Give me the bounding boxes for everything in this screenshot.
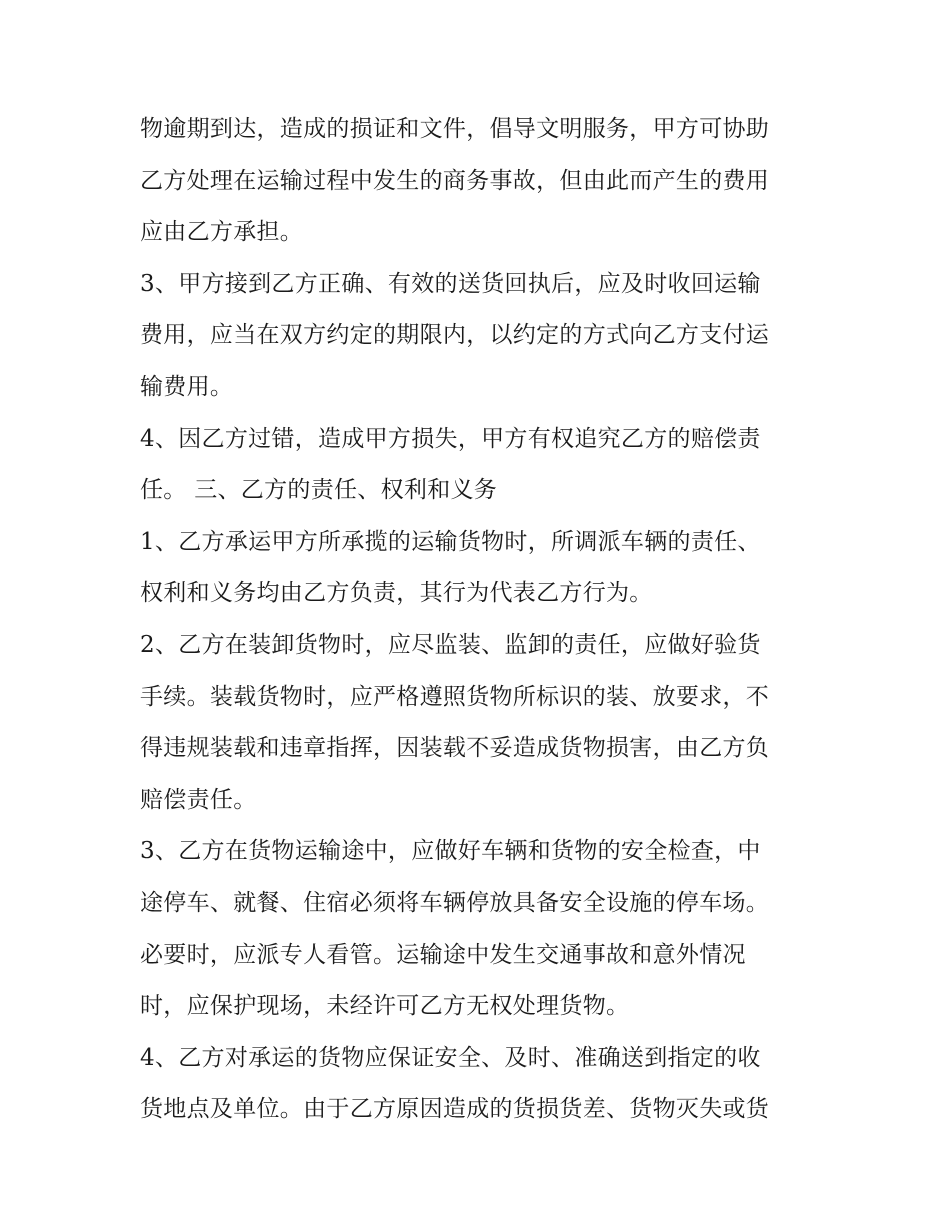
text-line: 权利和义务均由乙方负责，其行为代表乙方行为。 — [140, 580, 653, 607]
text-line: 3、乙方在货物运输途中，应做好车辆和货物的安全检查，中 — [140, 838, 761, 865]
text-line: 4、乙方对承运的货物应保证安全、及时、准确送到指定的收 — [140, 1044, 761, 1071]
text-line: 货地点及单位。由于乙方原因造成的货损货差、货物灭失或货 — [140, 1096, 770, 1123]
text-line: 途停车、就餐、住宿必须将车辆停放具备安全设施的停车场。 — [140, 889, 770, 916]
text-line: 4、因乙方过错，造成甲方损失，甲方有权追究乙方的赔偿责 — [140, 425, 761, 452]
document-body — [140, 104, 830, 1136]
text-line: 物逾期到达，造成的损证和文件，倡导文明服务，甲方可协助 — [140, 116, 770, 142]
text-line: 手续。装载货物时，应严格遵照货物所标识的装、放要求，不 — [140, 683, 770, 710]
text-line: 乙方处理在运输过程中发生的商务事故，但由此而产生的费用 — [140, 167, 770, 194]
text-line: 得违规装载和违章指挥，因装载不妥造成货物损害，由乙方负 — [140, 735, 770, 762]
text-line: 应由乙方承担。 — [140, 219, 304, 246]
text-line: 2、乙方在装卸货物时，应尽监装、监卸的责任，应做好验货 — [140, 631, 761, 658]
text-line: 费用，应当在双方约定的期限内，以约定的方式向乙方支付运 — [140, 322, 770, 349]
text-line: 赔偿责任。 — [140, 786, 257, 813]
text-line: 输费用。 — [140, 373, 234, 400]
text-line: 任。 三、乙方的责任、权利和义务 — [140, 477, 498, 504]
text-line: 3、甲方接到乙方正确、有效的送货回执后，应及时收回运输 — [140, 270, 761, 297]
text-line: 必要时，应派专人看管。运输途中发生交通事故和意外情况 — [140, 941, 746, 968]
text-line: 1、乙方承运甲方所承揽的运输货物时，所调派车辆的责任、 — [140, 528, 761, 555]
text-line: 时，应保护现场，未经许可乙方无权处理货物。 — [140, 993, 630, 1020]
